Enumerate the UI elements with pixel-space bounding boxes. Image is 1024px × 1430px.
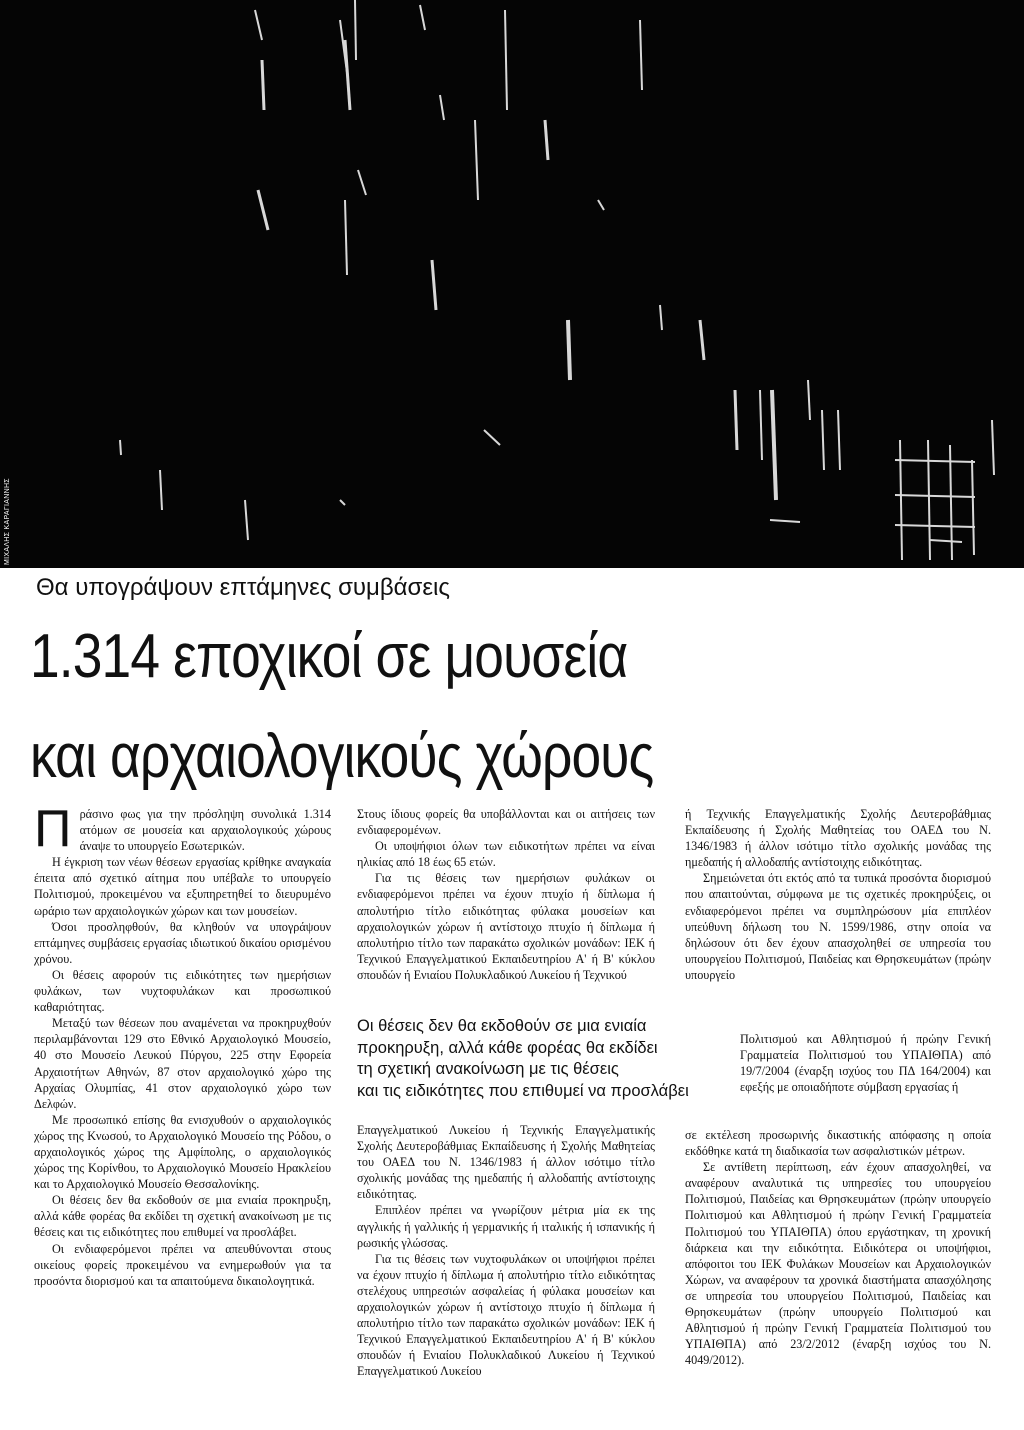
article-column-3 — [685, 806, 991, 983]
photo-silhouette — [0, 0, 1024, 568]
paragraph: Οι θέσεις δεν θα εκδοθούν σε μια ενιαία προκηρυξη, αλλά κάθε φορέας θα εκδίδει τη σχετική ανακοίνωση με τις θέσεις και τις ειδικότητες που επιθυμεί να προσλάβει. — [34, 1193, 331, 1240]
pull-quote-line: προκηρυξη, αλλά κάθε φορέας θα εκδίδει — [357, 1038, 658, 1057]
paragraph: Για τις θέσεις των ημερήσιων φυλάκων οι ενδιαφερόμενοι πρέπει να έχουν πτυχίο ή δίπλωμα ή απολυτήριο τίτλο ειδικότητας φύλακα μουσείων και αρχαιολογικών χώρων ή αντίστοιχο πτυχίο ή δίπλωμα ή απολυτήριο τίτλο των παρακάτω σχολικών μονάδων: ΙΕΚ ή Τεχνικού Επαγγελματικού Εκπαιδευτηρίου Α' ή Β' κύκλου σπουδών ή Ενιαίου Πολυκλαδικού Λυκείου ή Τεχνικού — [357, 871, 655, 982]
headline-line-1: 1.314 εποχικοί σε μουσεία — [30, 622, 628, 691]
paragraph: ράσινο φως για την πρόσληψη συνολικά 1.314 ατόμων σε μουσεία και αρχαιολογικούς χώρους άναψε το υπουργείο Εσωτερικών. — [79, 807, 331, 854]
paragraph: σε εκτέλεση προσωρινής δικαστικής απόφασης η οποία εκδόθηκε κατά τη διαδικασία των ασφαλιστικών μέτρων. — [685, 1128, 991, 1159]
paragraph: Η έγκριση των νέων θέσεων εργασίας κρίθηκε αναγκαία έπειτα από σχετικό αίτημα που υπέβαλε το υπουργείο Πολιτισμού, προκειμένου να εξυπηρετηθεί το διευρυμένο ωράριο των αρχαιολογικών χώρων και των μουσείων. — [34, 855, 331, 918]
drop-cap: Π — [34, 800, 72, 858]
pull-quote-line: Οι θέσεις δεν θα εκδοθούν σε μια ενιαία — [357, 1017, 647, 1035]
pull-quote-line: και τις ειδικότητες που επιθυμεί να προσλάβει — [357, 1081, 689, 1100]
museum-night-photo — [0, 0, 1024, 568]
article-column-1 — [34, 800, 331, 1289]
paragraph: Όσοι προσληφθούν, θα κληθούν να υπογράψουν επτάμηνες συμβάσεις εργασίας ιδιωτικού δικαίου ορισμένου χρόνου. — [34, 919, 331, 966]
paragraph: Στους ίδιους φορείς θα υποβάλλονται και οι αιτήσεις των ενδιαφερομένων. — [357, 807, 655, 838]
paragraph: ή Τεχνικής Επαγγελματικής Σχολής Δευτεροβάθμιας Εκπαίδευσης ή Σχολής Μαθητείας του ΟΑΕΔ του Ν. 1346/1983 ή άλλον ισότιμο τίτλο σχολικής μονάδας της ημεδαπής ή αλλοδαπής αντίστοιχης ειδικότητας. — [685, 807, 991, 870]
paragraph: Μεταξύ των θέσεων που αναμένεται να προκηρυχθούν περιλαμβάνονται 129 στο Εθνικό Αρχαιολογικό Μουσείο, 40 στο Μουσείο Λευκού Πύργου, 225 στην Εφορεία Αρχαιοτήτων Αθηνών, 87 στον αρχαιολογικό χώρο της Αρχαίας Ολυμπίας, 41 στον αρχαιολογικό χώρο των Δελφών. — [34, 1016, 331, 1111]
paragraph: Πολιτισμού και Αθλητισμού ή πρώην Γενική Γραμματεία Πολιτισμού του ΥΠΑΙΘΠΑ) από 19/7/2004 (έναρξη ισχύος του ΠΔ 164/2004) και εφεξής με οποιαδήποτε σύμβαση εργασίας ή — [740, 1032, 991, 1095]
paragraph: Οι υποψήφιοι όλων των ειδικοτήτων πρέπει να είναι ηλικίας από 18 έως 65 ετών. — [357, 839, 655, 870]
article-column-3-continued — [685, 1127, 991, 1368]
pull-quote-line: τη σχετική ανακοίνωση με τις θέσεις — [357, 1060, 619, 1078]
article-column-2 — [357, 806, 655, 983]
photo-credit: ΜΙΧΑΛΗΣ ΚΑΡΑΓΙΑΝΝΗΣ — [4, 478, 11, 565]
pull-quote — [357, 1016, 717, 1102]
paragraph: Με προσωπικό επίσης θα ενισχυθούν ο αρχαιολογικός χώρος της Κνωσού, το Αρχαιολογικό Μουσείο της Ρόδου, ο αρχαιολογικός χώρος της Αμφίπολης, ο αρχαιολογικός χώρος της Κορίνθου, το Αρχαιολογικό Μουσείο Ηρακλείου και το Αρχαιολογικό Μουσείο Θεσσαλονίκης. — [34, 1112, 331, 1192]
paragraph: Σε αντίθετη περίπτωση, εάν έχουν απασχοληθεί, να αναφέρουν αναλυτικά τις υπηρεσίες του υπουργείου Πολιτισμού, Παιδείας και Θρησκευμάτων (πρώην υπουργείο Πολιτισμού και Αθλητισμού ή πρώην Γενική Γραμματεία Πολιτισμού του ΥΠΑΙΘΠΑ) όπου εργάστηκαν, τη χρονική διάρκεια και την ειδικότητα. Ειδικότερα οι υποψήφιοι, απόφοιτοι του ΙΕΚ Φυλάκων Μουσείων και Αρχαιολογικών Χώρων, να αναφέρουν τα χρονικά διαστήματα απασχόλησης σε υπηρεσία του υπουργείου Πολιτισμού, Παιδείας και Θρησκευμάτων (πρώην υπουργείο Πολιτισμού και Αθλητισμού ή πρώην Γενική Γραμματεία Πολιτισμού του ΥΠΑΙΘΠΑ) από 23/2/2012 (έναρξη ισχύος του Ν. 4049/2012). — [685, 1160, 991, 1368]
paragraph: Για τις θέσεις των νυχτοφυλάκων οι υποψήφιοι πρέπει να έχουν πτυχίο ή δίπλωμα ή απολυτήριο τίτλο ειδικότητας στελέχους υπηρεσιών ασφαλείας ή φύλακα μουσείων και αρχαιολογικών χώρων ή αντίστοιχο πτυχίο ή δίπλωμα ή απολυτήριο τίτλο των παρακάτω σχολικών μονάδων: ΙΕΚ ή Τεχνικού Επαγγελματικού Εκπαιδευτηρίου Α' ή Β' κύκλου σπουδών ή Ενιαίου Πολυκλαδικού Λυκείου ή Τεχνικού Επαγγελματικού Λυκείου — [357, 1251, 655, 1379]
paragraph: Επαγγελματικού Λυκείου ή Τεχνικής Επαγγελματικής Σχολής Δευτεροβάθμιας Εκπαίδευσης ή Σχολής Μαθητείας του ΟΑΕΔ του Ν. 1346/1983 ή άλλον ισότιμο τίτλο σχολικής μονάδας της ημεδαπής ή αλλοδαπής αντίστοιχης ειδικότητας. — [357, 1123, 655, 1202]
article-column-2-continued — [357, 1122, 655, 1380]
paragraph: Οι ενδιαφερόμενοι πρέπει να απευθύνονται στους οικείους φορείς προκειμένου να ενημερωθούν για τα προσόντα διορισμού και τα απαιτούμενα δικαιολογητικά. — [34, 1241, 331, 1288]
paragraph: Επιπλέον πρέπει να γνωρίζουν μέτρια μία εκ της αγγλικής ή γαλλικής ή γερμανικής ή ιταλικής ή ισπανικής ή ρωσικής γλώσσας. — [357, 1203, 655, 1250]
article-column-3-indented — [740, 1031, 991, 1095]
headline-line-2: και αρχαιολογικούς χώρους — [30, 722, 654, 791]
paragraph: Σημειώνεται ότι εκτός από τα τυπικά προσόντα διορισμού που απαιτούνται, σύμφωνα με τις σχετικές προκηρύξεις, οι ενδιαφερόμενοι πρέπει να συμπληρώσουν μία επιπλέον υπεύθυνη δήλωση του Ν. 1599/1986, στην οποία να δηλώσουν ότι δεν έχουν απασχοληθεί σε υπηρεσία του υπουργείου Πολιτισμού, Παιδείας και Θρησκευμάτων (πρώην υπουργείο — [685, 871, 991, 982]
paragraph: Οι θέσεις αφορούν τις ειδικότητες των ημερήσιων φυλάκων, των νυχτοφυλάκων και προσωπικού καθαριότητας. — [34, 967, 331, 1015]
article-kicker: Θα υπογράψουν επτάμηνες συμβάσεις — [36, 574, 450, 601]
